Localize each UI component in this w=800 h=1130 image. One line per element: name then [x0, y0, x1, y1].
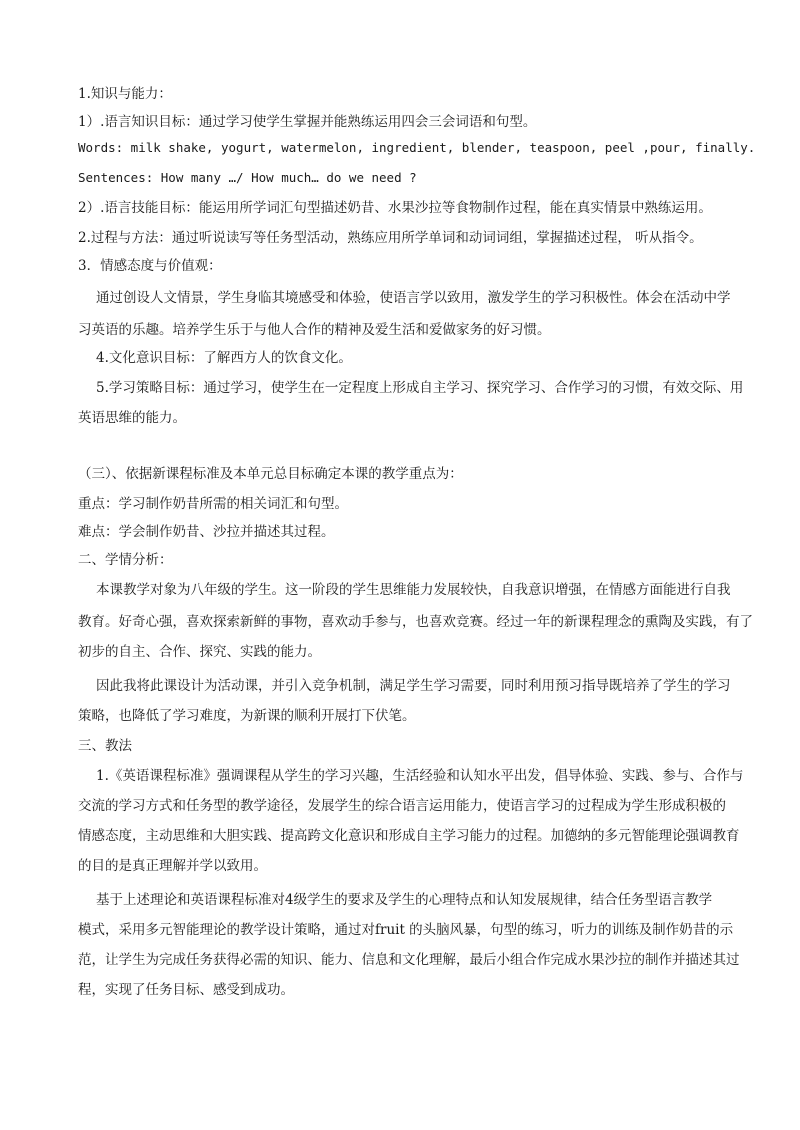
sentences-line: Sentences: How many …/ How much… do we need ? — [78, 170, 417, 185]
paragraph-line: 教育。好奇心强，喜欢探索新鲜的事物，喜欢动手参与，也喜欢竞赛。经过一年的新课程理念的熏陶及实践，有了 — [78, 614, 753, 630]
paragraph-line: 1）.语言知识目标：通过学习使学生掌握并能熟练运用四会三会词语和句型。 — [78, 114, 537, 130]
paragraph-line: 范，让学生为完成任务获得必需的知识、能力、信息和文化理解，最后小组合作完成水果沙拉的制作并描述其过 — [78, 952, 740, 968]
paragraph-line: 本课教学对象为八年级的学生。这一阶段的学生思维能力发展较快，自我意识增强，在情感方面能进行自我 — [96, 582, 731, 598]
paragraph-line: 基于上述理论和英语课程标准对4级学生的要求及学生的心理特点和认知发展规律，结合任务型语言教学 — [96, 892, 713, 908]
paragraph-line: 交流的学习方式和任务型的教学途径，发展学生的综合语言运用能力，使语言学习的过程成为学生形成积极的 — [78, 798, 726, 814]
paragraph-line: 因此我将此课设计为活动课，并引入竞争机制，满足学生学习需要，同时利用预习指导既培养了学生的学习 — [96, 678, 731, 694]
paragraph-line: 情感态度，主动思维和大胆实践、提高跨文化意识和形成自主学习能力的过程。加德纳的多元智能理论强调教育 — [78, 828, 740, 844]
paragraph-line: 策略，也降低了学习难度，为新课的顺利开展打下伏笔。 — [78, 708, 416, 724]
paragraph-line: 4.文化意识目标：了解西方人的饮食文化。 — [96, 350, 352, 366]
section-heading-methods: 三、教法 — [78, 738, 132, 754]
section-heading-knowledge: 1.知识与能力： — [78, 86, 172, 102]
paragraph-line: 重点：学习制作奶昔所需的相关词汇和句型。 — [78, 496, 348, 512]
paragraph-line: 习英语的乐趣。培养学生乐于与他人合作的精神及爱生活和爱做家务的好习惯。 — [78, 322, 551, 338]
paragraph-line: 2）.语言技能目标：能运用所学词汇句型描述奶昔、水果沙拉等食物制作过程，能在真实情景中熟练运用。 — [78, 200, 712, 216]
paragraph-line: 5.学习策略目标：通过学习，使学生在一定程度上形成自主学习、探究学习、合作学习的习惯，有效交际、用 — [96, 380, 744, 396]
words-line: Words: milk shake, yogurt, watermelon, ingredient, blender, teaspoon, peel ,pour, finally. — [78, 140, 756, 155]
paragraph-line: 2.过程与方法：通过听说读写等任务型活动，熟练应用所学单词和动词词组，掌握描述过程， 听从指令。 — [78, 230, 703, 246]
paragraph-line: 难点：学会制作奶昔、沙拉并描述其过程。 — [78, 524, 335, 540]
paragraph-line: 程，实现了任务目标、感受到成功。 — [78, 982, 294, 998]
paragraph-line: 通过创设人文情景，学生身临其境感受和体验，使语言学以致用，激发学生的学习积极性。体会在活动中学 — [96, 290, 731, 306]
paragraph-line: 1.《英语课程标准》强调课程从学生的学习兴趣，生活经验和认知水平出发，倡导体验、实践、参与、合作与 — [96, 768, 744, 784]
section-heading-attitude: 3．情感态度与价值观： — [78, 258, 222, 274]
paragraph-line: 模式，采用多元智能理论的教学设计策略，通过对fruit 的头脑风暴，句型的练习，听力的训练及制作奶昔的示 — [78, 922, 734, 938]
section-heading-focus: （三）、依据新课程标准及本单元总目标确定本课的教学重点为： — [78, 466, 463, 482]
section-heading-analysis: 二、学情分析： — [78, 552, 173, 568]
paragraph-line: 英语思维的能力。 — [78, 410, 186, 426]
paragraph-line: 初步的自主、合作、探究、实践的能力。 — [78, 644, 321, 660]
paragraph-line: 的目的是真正理解并学以致用。 — [78, 858, 267, 874]
